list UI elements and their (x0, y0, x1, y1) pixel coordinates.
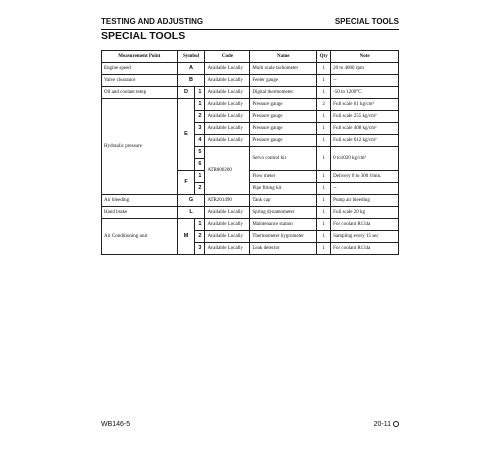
cell-code: Available Locally (205, 135, 250, 147)
footer-model: WB146-5 (101, 421, 131, 428)
cell-name: Digital thermometer (250, 87, 317, 99)
cell-qty: 1 (317, 123, 331, 135)
cell-name: Spring dynamometer (250, 207, 317, 219)
cell-code: Available Locally (205, 87, 250, 99)
column-header-symbol: Symbol (177, 51, 205, 63)
table-header-row (102, 51, 399, 63)
cell-qty: 1 (317, 75, 331, 87)
cell-name: Maintenance station (250, 219, 317, 231)
cell-symbol: E (177, 99, 195, 171)
cell-symbol: A (177, 63, 205, 75)
cell-qty: 1 (317, 63, 331, 75)
footer-page-number: 20-11 (373, 421, 391, 428)
cell-note: -- (331, 183, 399, 195)
cell-qty: 1 (317, 243, 331, 255)
table-row (102, 195, 399, 207)
table-row (102, 75, 399, 87)
cell-code: Available Locally (205, 111, 250, 123)
cell-part: 4 (195, 135, 205, 147)
cell-name: Leak detector (250, 243, 317, 255)
cell-qty: 1 (317, 231, 331, 243)
cell-point: Engine speed (102, 63, 178, 75)
cell-symbol: M (177, 219, 195, 255)
page-header (101, 17, 399, 30)
circle-icon (393, 421, 399, 427)
cell-symbol: B (177, 75, 205, 87)
cell-part: 2 (195, 231, 205, 243)
cell-part: 1 (195, 99, 205, 111)
cell-part: 1 (195, 171, 205, 183)
cell-qty: 1 (317, 87, 331, 99)
cell-qty: 1 (317, 111, 331, 123)
cell-qty: 1 (317, 195, 331, 207)
cell-symbol: F (177, 171, 195, 195)
cell-name: Pressure gauge (250, 123, 317, 135)
cell-note: -- (331, 75, 399, 87)
cell-note: 0 to1020 kg/cm² (331, 147, 399, 171)
table-row (102, 99, 399, 111)
cell-name: Tank cap (250, 195, 317, 207)
cell-note: Full scale 255 kg/cm² (331, 111, 399, 123)
cell-code: Available Locally (205, 75, 250, 87)
cell-qty: 1 (317, 219, 331, 231)
column-header-note: Note (331, 51, 399, 63)
cell-part: 3 (195, 243, 205, 255)
cell-symbol: D (177, 87, 195, 99)
cell-name: Pressure gauge (250, 135, 317, 147)
cell-name: Pressure gauge (250, 111, 317, 123)
header-section: TESTING AND ADJUSTING (101, 17, 204, 26)
cell-name: Pressure gauge (250, 99, 317, 111)
cell-name: Servo control kit (250, 147, 317, 171)
cell-point: Air Conditioning unit (102, 219, 178, 255)
cell-name: Flow meter (250, 171, 317, 183)
cell-note: Delivery 0 to 300 l/min. (331, 171, 399, 183)
cell-point: Air bleeding (102, 195, 178, 207)
cell-part: 3 (195, 123, 205, 135)
cell-part: 1 (195, 219, 205, 231)
column-header-point: Measurement Point (102, 51, 178, 63)
cell-note: For coolant R134a (331, 219, 399, 231)
cell-code: Available Locally (205, 63, 250, 75)
special-tools-table (101, 50, 399, 255)
cell-note: For coolant R134a (331, 243, 399, 255)
cell-name: Pipe fitting kit (250, 183, 317, 195)
cell-note: Full scale 20 kg (331, 207, 399, 219)
cell-code: ATR800200 (205, 147, 250, 195)
cell-code: Available Locally (205, 207, 250, 219)
table-row (102, 207, 399, 219)
header-topic: SPECIAL TOOLS (334, 17, 399, 26)
cell-name: Feeler gauge (250, 75, 317, 87)
cell-qty: 1 (317, 171, 331, 183)
cell-note: Full scale 61 kg/cm² (331, 99, 399, 111)
cell-code: Available Locally (205, 99, 250, 111)
cell-qty: 1 (317, 207, 331, 219)
cell-qty: 1 (317, 135, 331, 147)
cell-symbol: L (177, 207, 205, 219)
cell-point: Oil and coolant temp (102, 87, 178, 99)
cell-code: Available Locally (205, 219, 250, 231)
cell-code: Available Locally (205, 231, 250, 243)
table-row (102, 63, 399, 75)
cell-part: 5 (195, 147, 205, 159)
cell-note: Full scale 612 kg/cm² (331, 135, 399, 147)
cell-code: ATR201490 (205, 195, 250, 207)
cell-note: Full scale 408 kg/cm² (331, 123, 399, 135)
cell-note: 20 to 4000 rpm (331, 63, 399, 75)
page-title: SPECIAL TOOLS (101, 30, 186, 42)
column-header-qty: Qty (317, 51, 331, 63)
cell-point: Hand brake (102, 207, 178, 219)
cell-symbol: G (177, 195, 205, 207)
cell-code: Available Locally (205, 123, 250, 135)
cell-note: Pump air bleeding (331, 195, 399, 207)
cell-note: -50 to 1200°C (331, 87, 399, 99)
cell-name: Thermometer hygrometer (250, 231, 317, 243)
cell-part: 2 (195, 183, 205, 195)
cell-qty: 1 (317, 147, 331, 171)
column-header-code: Code (205, 51, 250, 63)
cell-point: Hydraulic pressure (102, 99, 178, 195)
cell-qty: 2 (317, 99, 331, 111)
cell-part: 6 (195, 159, 205, 171)
cell-note: Sampling every 15 sec (331, 231, 399, 243)
footer-page (374, 421, 399, 428)
cell-qty: 1 (317, 183, 331, 195)
cell-code: Available Locally (205, 243, 250, 255)
cell-point: Valve clearance (102, 75, 178, 87)
cell-part: 1 (195, 87, 205, 99)
table-row (102, 219, 399, 231)
table-row (102, 87, 399, 99)
cell-part: 2 (195, 111, 205, 123)
cell-name: Multi scale tachometer (250, 63, 317, 75)
column-header-name: Name (250, 51, 317, 63)
